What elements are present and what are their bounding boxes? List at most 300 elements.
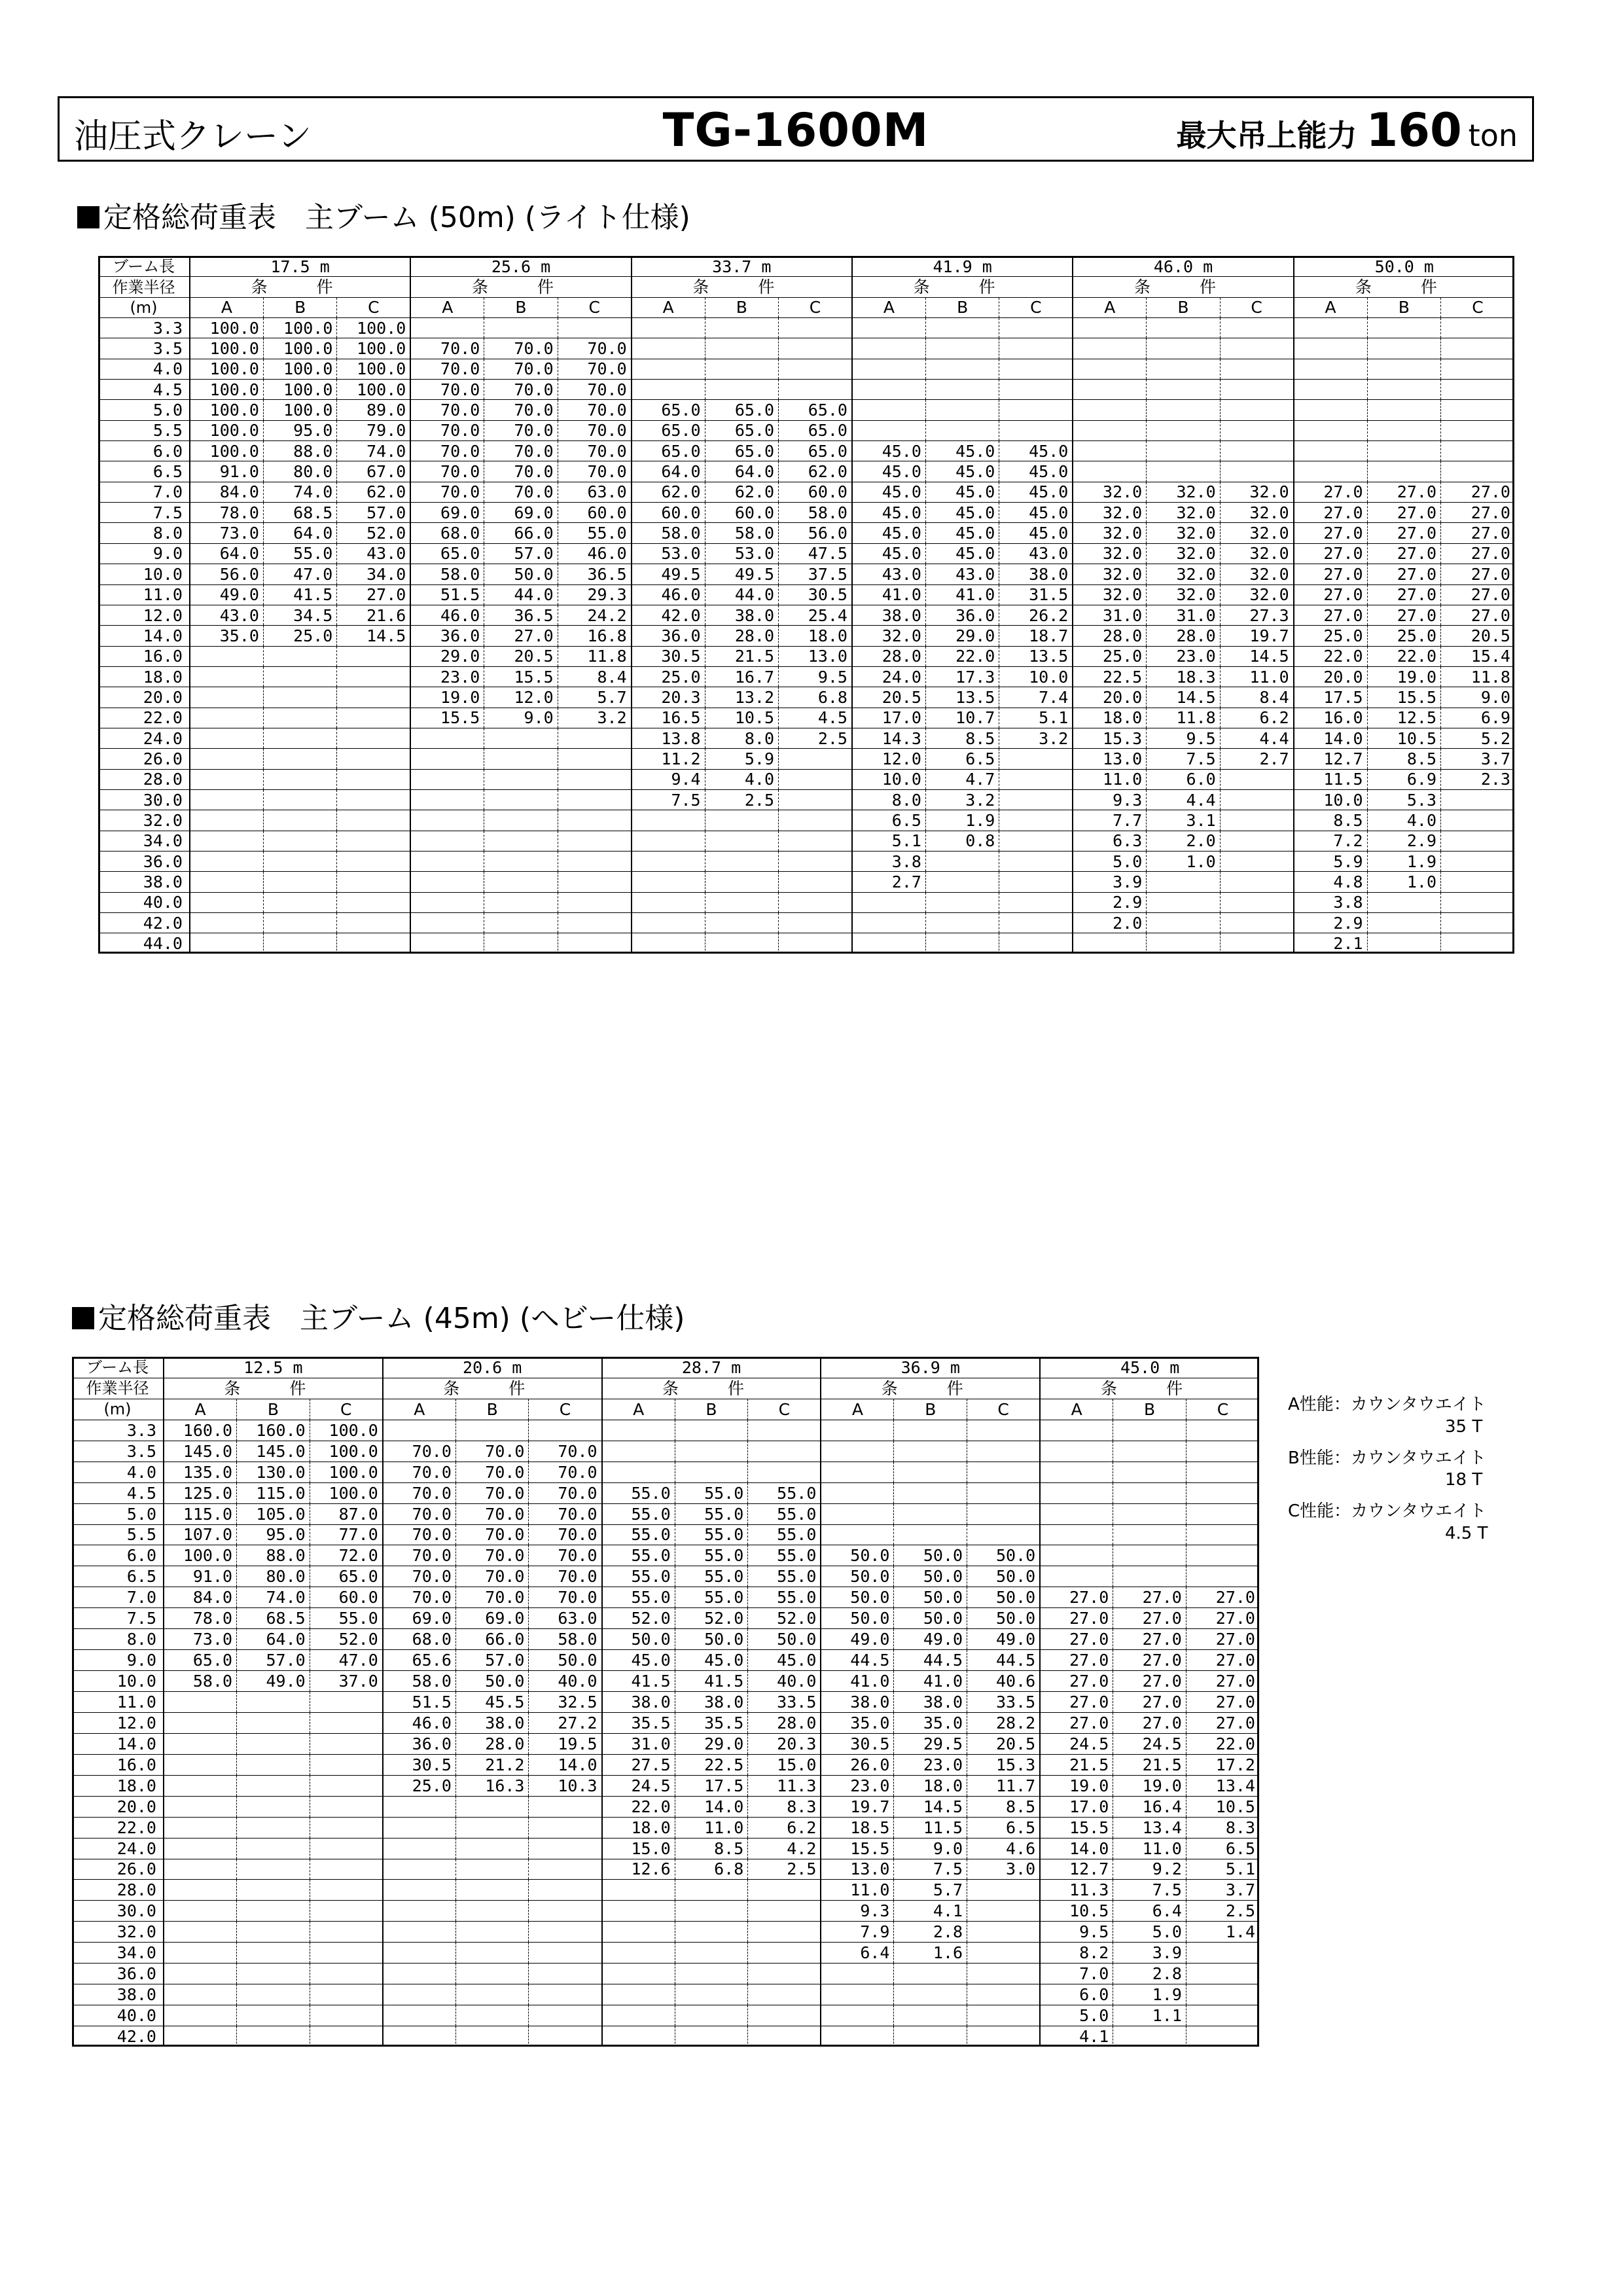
load-cell: 55.0	[602, 1545, 675, 1566]
load-cell: 6.0	[1040, 1984, 1113, 2005]
load-cell	[1367, 892, 1440, 912]
radius-cell: 5.0	[98, 400, 190, 420]
load-cell	[164, 1775, 237, 1796]
load-cell: 65.0	[632, 400, 705, 420]
load-cell	[410, 851, 484, 871]
load-cell: 66.0	[455, 1629, 529, 1650]
load-cell	[675, 1441, 748, 1462]
load-cell	[263, 708, 336, 728]
load-cell: 7.5	[1113, 1880, 1186, 1901]
capacity-value: 160	[1366, 103, 1462, 157]
load-cell: 8.5	[967, 1796, 1041, 1817]
load-cell	[1220, 420, 1293, 440]
load-cell: 15.3	[1073, 728, 1146, 748]
load-cell: 1.9	[1113, 1984, 1186, 2005]
load-cell: 63.0	[558, 482, 631, 502]
load-cell: 89.0	[337, 400, 410, 420]
load-cell	[190, 892, 263, 912]
load-cell: 77.0	[310, 1524, 383, 1545]
load-cell: 27.3	[1220, 605, 1293, 625]
load-cell	[675, 1462, 748, 1482]
load-cell: 11.0	[1113, 1838, 1186, 1859]
load-cell: 35.0	[190, 626, 263, 646]
load-cell: 50.0	[894, 1566, 967, 1587]
load-cell: 50.0	[967, 1545, 1041, 1566]
load-cell: 160.0	[237, 1420, 310, 1441]
load-cell: 69.0	[410, 503, 484, 523]
load-cell	[821, 1524, 894, 1545]
load-cell	[675, 1922, 748, 1943]
load-cell	[164, 1733, 237, 1754]
load-cell	[602, 1943, 675, 1964]
load-cell: 28.0	[705, 626, 778, 646]
radius-cell: 24.0	[98, 728, 190, 748]
load-cell: 8.5	[1367, 749, 1440, 769]
performance-col-c: C	[529, 1399, 602, 1420]
load-cell: 22.5	[675, 1754, 748, 1775]
load-cell: 27.0	[1040, 1671, 1113, 1692]
load-cell: 35.5	[602, 1712, 675, 1733]
load-cell: 62.0	[337, 482, 410, 502]
load-cell: 24.0	[852, 666, 925, 687]
load-cell: 60.0	[705, 503, 778, 523]
load-cell: 49.5	[705, 564, 778, 584]
load-cell: 2.9	[1073, 892, 1146, 912]
load-cell: 1.9	[1367, 851, 1440, 871]
load-cell: 84.0	[190, 482, 263, 502]
load-cell: 27.0	[1040, 1650, 1113, 1671]
load-cell: 45.0	[999, 523, 1073, 543]
radius-cell: 24.0	[72, 1838, 164, 1859]
load-cell: 33.5	[967, 1692, 1041, 1713]
load-cell: 27.0	[1367, 482, 1440, 502]
load-cell: 100.0	[190, 359, 263, 379]
table-row	[98, 728, 1514, 748]
load-cell: 60.0	[632, 503, 705, 523]
load-cell: 4.0	[1367, 810, 1440, 831]
load-cell	[1147, 461, 1220, 482]
load-cell: 32.0	[1220, 482, 1293, 502]
load-cell: 100.0	[263, 338, 336, 359]
load-cell: 38.0	[894, 1692, 967, 1713]
load-cell: 46.0	[410, 605, 484, 625]
load-cell: 32.5	[529, 1692, 602, 1713]
load-cell	[1441, 380, 1514, 400]
load-cell: 100.0	[263, 380, 336, 400]
load-cell	[999, 380, 1073, 400]
load-cell: 45.5	[455, 1692, 529, 1713]
load-cell: 55.0	[675, 1587, 748, 1608]
boom-length-header: 20.6 m	[383, 1357, 602, 1378]
load-cell: 32.0	[1073, 503, 1146, 523]
load-cell	[1220, 338, 1293, 359]
load-cell	[410, 933, 484, 954]
load-cell	[337, 646, 410, 666]
load-cell	[558, 728, 631, 748]
load-cell: 87.0	[310, 1503, 383, 1524]
load-cell	[410, 749, 484, 769]
load-cell: 52.0	[748, 1608, 821, 1629]
load-cell: 2.8	[1113, 1964, 1186, 1984]
load-cell: 43.0	[925, 564, 999, 584]
load-cell: 50.0	[821, 1608, 894, 1629]
load-cell	[852, 400, 925, 420]
load-cell: 70.0	[529, 1462, 602, 1482]
load-cell	[999, 359, 1073, 379]
load-cell: 19.7	[821, 1796, 894, 1817]
load-cell	[632, 810, 705, 831]
load-cell: 79.0	[337, 420, 410, 440]
load-cell	[190, 728, 263, 748]
load-cell: 11.0	[1220, 666, 1293, 687]
load-cell: 3.7	[1186, 1880, 1259, 1901]
table-row	[98, 913, 1514, 933]
load-cell: 5.0	[1073, 851, 1146, 871]
load-cell	[1113, 1503, 1186, 1524]
load-cell: 91.0	[164, 1566, 237, 1587]
load-cell: 70.0	[484, 482, 558, 502]
load-cell: 70.0	[558, 441, 631, 461]
load-cell	[1220, 913, 1293, 933]
load-cell: 14.3	[852, 728, 925, 748]
load-cell: 5.2	[1441, 728, 1514, 748]
load-cell: 9.4	[632, 769, 705, 789]
load-cell: 18.0	[1073, 708, 1146, 728]
condition-header: 条 件	[1073, 277, 1293, 297]
load-cell: 49.0	[821, 1629, 894, 1650]
load-cell	[1220, 831, 1293, 851]
table-row	[98, 543, 1514, 564]
load-cell	[779, 338, 852, 359]
load-cell: 70.0	[558, 338, 631, 359]
load-cell	[821, 2005, 894, 2026]
load-cell: 10.0	[852, 769, 925, 789]
capacity-label: 最大吊上能力	[1176, 118, 1357, 153]
load-cell: 28.0	[455, 1733, 529, 1754]
radius-cell: 5.0	[72, 1503, 164, 1524]
load-cell	[1073, 380, 1146, 400]
table-row	[98, 359, 1514, 379]
load-cell: 52.0	[310, 1629, 383, 1650]
load-cell	[310, 1964, 383, 1984]
load-cell	[1147, 892, 1220, 912]
load-cell	[455, 2026, 529, 2047]
load-cell	[999, 789, 1073, 810]
performance-col-b: B	[705, 297, 778, 317]
load-cell	[310, 1817, 383, 1838]
performance-col-c: C	[999, 297, 1073, 317]
load-cell	[190, 933, 263, 954]
table-row	[98, 810, 1514, 831]
load-cell	[1147, 318, 1220, 338]
performance-col-a: A	[1040, 1399, 1113, 1420]
load-cell	[925, 851, 999, 871]
load-cell: 14.5	[337, 626, 410, 646]
load-cell	[190, 666, 263, 687]
load-cell: 27.0	[1113, 1608, 1186, 1629]
load-cell: 15.0	[602, 1838, 675, 1859]
load-cell	[484, 318, 558, 338]
load-cell: 58.0	[164, 1671, 237, 1692]
performance-col-c: C	[337, 297, 410, 317]
table-row	[98, 892, 1514, 912]
load-cell: 11.0	[821, 1880, 894, 1901]
radius-cell: 3.5	[98, 338, 190, 359]
table-row	[98, 420, 1514, 440]
table-row	[98, 338, 1514, 359]
load-cell	[1441, 338, 1514, 359]
load-cell: 32.0	[1147, 564, 1220, 584]
radius-cell: 7.0	[72, 1587, 164, 1608]
load-cell: 12.0	[484, 687, 558, 708]
load-cell: 100.0	[337, 380, 410, 400]
table-row	[98, 666, 1514, 687]
performance-col-a: A	[602, 1399, 675, 1420]
load-cell	[455, 1901, 529, 1922]
load-cell	[1441, 359, 1514, 379]
table-row	[98, 851, 1514, 871]
load-cell	[455, 1880, 529, 1901]
load-cell	[558, 749, 631, 769]
load-cell: 60.0	[558, 503, 631, 523]
load-cell: 8.5	[1294, 810, 1367, 831]
load-cell: 70.0	[455, 1566, 529, 1587]
load-cell: 44.0	[705, 584, 778, 605]
load-cell: 60.0	[310, 1587, 383, 1608]
load-cell: 50.0	[894, 1587, 967, 1608]
load-cell	[967, 1482, 1041, 1503]
load-cell: 27.0	[1294, 523, 1367, 543]
table-row	[72, 1880, 1259, 1901]
load-cell	[337, 749, 410, 769]
load-cell: 14.0	[529, 1754, 602, 1775]
load-cell: 12.7	[1040, 1859, 1113, 1880]
load-cell	[632, 831, 705, 851]
performance-col-a: A	[1073, 297, 1146, 317]
load-cell: 65.0	[410, 543, 484, 564]
table-row	[72, 1838, 1259, 1859]
load-cell: 27.0	[1441, 543, 1514, 564]
load-cell: 67.0	[337, 461, 410, 482]
load-cell: 4.0	[705, 769, 778, 789]
load-cell: 68.5	[237, 1608, 310, 1629]
load-cell: 50.0	[821, 1587, 894, 1608]
load-cell	[310, 2005, 383, 2026]
load-cell	[925, 872, 999, 892]
table-row	[72, 2005, 1259, 2026]
load-cell: 10.5	[1040, 1901, 1113, 1922]
radius-cell: 20.0	[72, 1796, 164, 1817]
table-row	[98, 933, 1514, 954]
table-row	[98, 584, 1514, 605]
load-cell: 74.0	[263, 482, 336, 502]
load-cell: 31.0	[1073, 605, 1146, 625]
load-cell	[410, 728, 484, 748]
load-cell: 21.5	[1113, 1754, 1186, 1775]
load-cell: 70.0	[558, 359, 631, 379]
load-cell	[925, 359, 999, 379]
load-cell	[1073, 461, 1146, 482]
load-cell	[263, 892, 336, 912]
load-cell: 23.0	[894, 1754, 967, 1775]
radius-cell: 6.5	[98, 461, 190, 482]
load-cell: 70.0	[410, 380, 484, 400]
load-cell	[263, 749, 336, 769]
radius-cell: 5.5	[72, 1524, 164, 1545]
table-row	[72, 1420, 1259, 1441]
load-cell	[190, 851, 263, 871]
load-cell: 32.0	[1220, 523, 1293, 543]
load-cell: 36.0	[383, 1733, 456, 1754]
table-row	[98, 769, 1514, 789]
boom-length-header: 12.5 m	[164, 1357, 383, 1378]
load-cell: 51.5	[383, 1692, 456, 1713]
load-cell	[999, 831, 1073, 851]
table-row	[98, 646, 1514, 666]
load-cell: 22.0	[1294, 646, 1367, 666]
load-cell: 36.0	[410, 626, 484, 646]
load-cell: 45.0	[999, 441, 1073, 461]
load-cell	[164, 1838, 237, 1859]
load-cell	[1367, 933, 1440, 954]
load-cell: 32.0	[1147, 503, 1220, 523]
load-cell: 45.0	[925, 543, 999, 564]
load-cell	[1147, 420, 1220, 440]
load-cell: 74.0	[237, 1587, 310, 1608]
load-cell	[263, 728, 336, 748]
load-cell	[1294, 461, 1367, 482]
load-cell	[337, 892, 410, 912]
load-cell	[455, 1964, 529, 1984]
load-cell: 27.0	[1367, 605, 1440, 625]
note-a: A性能：カウンタウエイト 35 T	[1288, 1395, 1486, 1437]
load-cell: 12.0	[852, 749, 925, 769]
load-chart-table-light	[98, 256, 1514, 954]
load-cell: 70.0	[558, 380, 631, 400]
load-cell	[602, 2026, 675, 2047]
performance-col-a: A	[852, 297, 925, 317]
load-cell: 15.4	[1441, 646, 1514, 666]
load-cell: 100.0	[263, 318, 336, 338]
load-cell: 6.0	[1147, 769, 1220, 789]
load-cell	[632, 892, 705, 912]
load-cell	[1113, 1566, 1186, 1587]
radius-cell: 36.0	[72, 1964, 164, 1984]
load-cell: 30.5	[779, 584, 852, 605]
boom-length-row	[72, 1357, 1259, 1378]
load-cell	[967, 1964, 1041, 1984]
performance-col-b: B	[455, 1399, 529, 1420]
load-cell: 49.0	[967, 1629, 1041, 1650]
load-cell: 4.6	[967, 1838, 1041, 1859]
load-cell	[529, 1922, 602, 1943]
load-cell: 32.0	[1073, 584, 1146, 605]
performance-col-a: A	[410, 297, 484, 317]
load-cell	[1220, 769, 1293, 789]
load-cell: 100.0	[337, 318, 410, 338]
load-cell	[1367, 338, 1440, 359]
load-cell	[263, 687, 336, 708]
load-cell: 58.0	[779, 503, 852, 523]
load-cell	[779, 749, 852, 769]
load-cell	[705, 933, 778, 954]
load-cell: 16.4	[1113, 1796, 1186, 1817]
load-cell: 33.5	[748, 1692, 821, 1713]
load-cell	[529, 2005, 602, 2026]
load-cell: 100.0	[164, 1545, 237, 1566]
load-cell	[632, 933, 705, 954]
load-cell	[705, 913, 778, 933]
load-cell	[310, 1796, 383, 1817]
performance-col-b: B	[925, 297, 999, 317]
load-cell	[237, 1922, 310, 1943]
load-cell	[1113, 2026, 1186, 2047]
load-cell: 19.5	[529, 1733, 602, 1754]
load-cell	[967, 1441, 1041, 1462]
load-cell: 5.1	[852, 831, 925, 851]
table-row	[98, 441, 1514, 461]
load-cell: 60.0	[779, 482, 852, 502]
radius-cell: 34.0	[98, 831, 190, 851]
load-cell: 25.0	[263, 626, 336, 646]
radius-cell: 18.0	[98, 666, 190, 687]
load-cell: 65.0	[705, 420, 778, 440]
load-cell: 145.0	[164, 1441, 237, 1462]
load-cell: 27.0	[1294, 564, 1367, 584]
table-row	[98, 831, 1514, 851]
load-cell: 22.0	[925, 646, 999, 666]
load-cell: 70.0	[455, 1545, 529, 1566]
load-cell: 70.0	[410, 359, 484, 379]
load-cell: 27.0	[484, 626, 558, 646]
table-row	[98, 749, 1514, 769]
load-cell	[705, 831, 778, 851]
load-cell: 14.5	[1220, 646, 1293, 666]
load-cell: 17.0	[852, 708, 925, 728]
load-cell	[1220, 851, 1293, 871]
load-cell: 8.4	[1220, 687, 1293, 708]
load-cell: 15.5	[484, 666, 558, 687]
load-cell: 73.0	[190, 523, 263, 543]
load-cell	[529, 1943, 602, 1964]
load-cell: 58.0	[410, 564, 484, 584]
max-capacity	[1177, 103, 1518, 157]
load-cell: 58.0	[383, 1671, 456, 1692]
load-cell: 62.0	[632, 482, 705, 502]
load-cell	[558, 851, 631, 871]
load-cell: 18.0	[894, 1775, 967, 1796]
load-cell	[894, 2026, 967, 2047]
load-cell: 2.5	[779, 728, 852, 748]
radius-cell: 3.3	[98, 318, 190, 338]
load-cell: 23.0	[410, 666, 484, 687]
load-cell	[310, 1984, 383, 2005]
load-cell	[705, 338, 778, 359]
load-cell: 9.2	[1113, 1859, 1186, 1880]
load-cell: 84.0	[164, 1587, 237, 1608]
table-row	[98, 605, 1514, 625]
load-cell: 11.7	[967, 1775, 1041, 1796]
load-cell: 70.0	[455, 1441, 529, 1462]
load-cell	[237, 1838, 310, 1859]
load-cell	[237, 1859, 310, 1880]
load-cell: 27.0	[1294, 584, 1367, 605]
load-cell	[383, 1984, 456, 2005]
load-cell	[1147, 380, 1220, 400]
radius-cell: 11.0	[98, 584, 190, 605]
load-cell	[1441, 851, 1514, 871]
load-cell: 9.5	[1040, 1922, 1113, 1943]
